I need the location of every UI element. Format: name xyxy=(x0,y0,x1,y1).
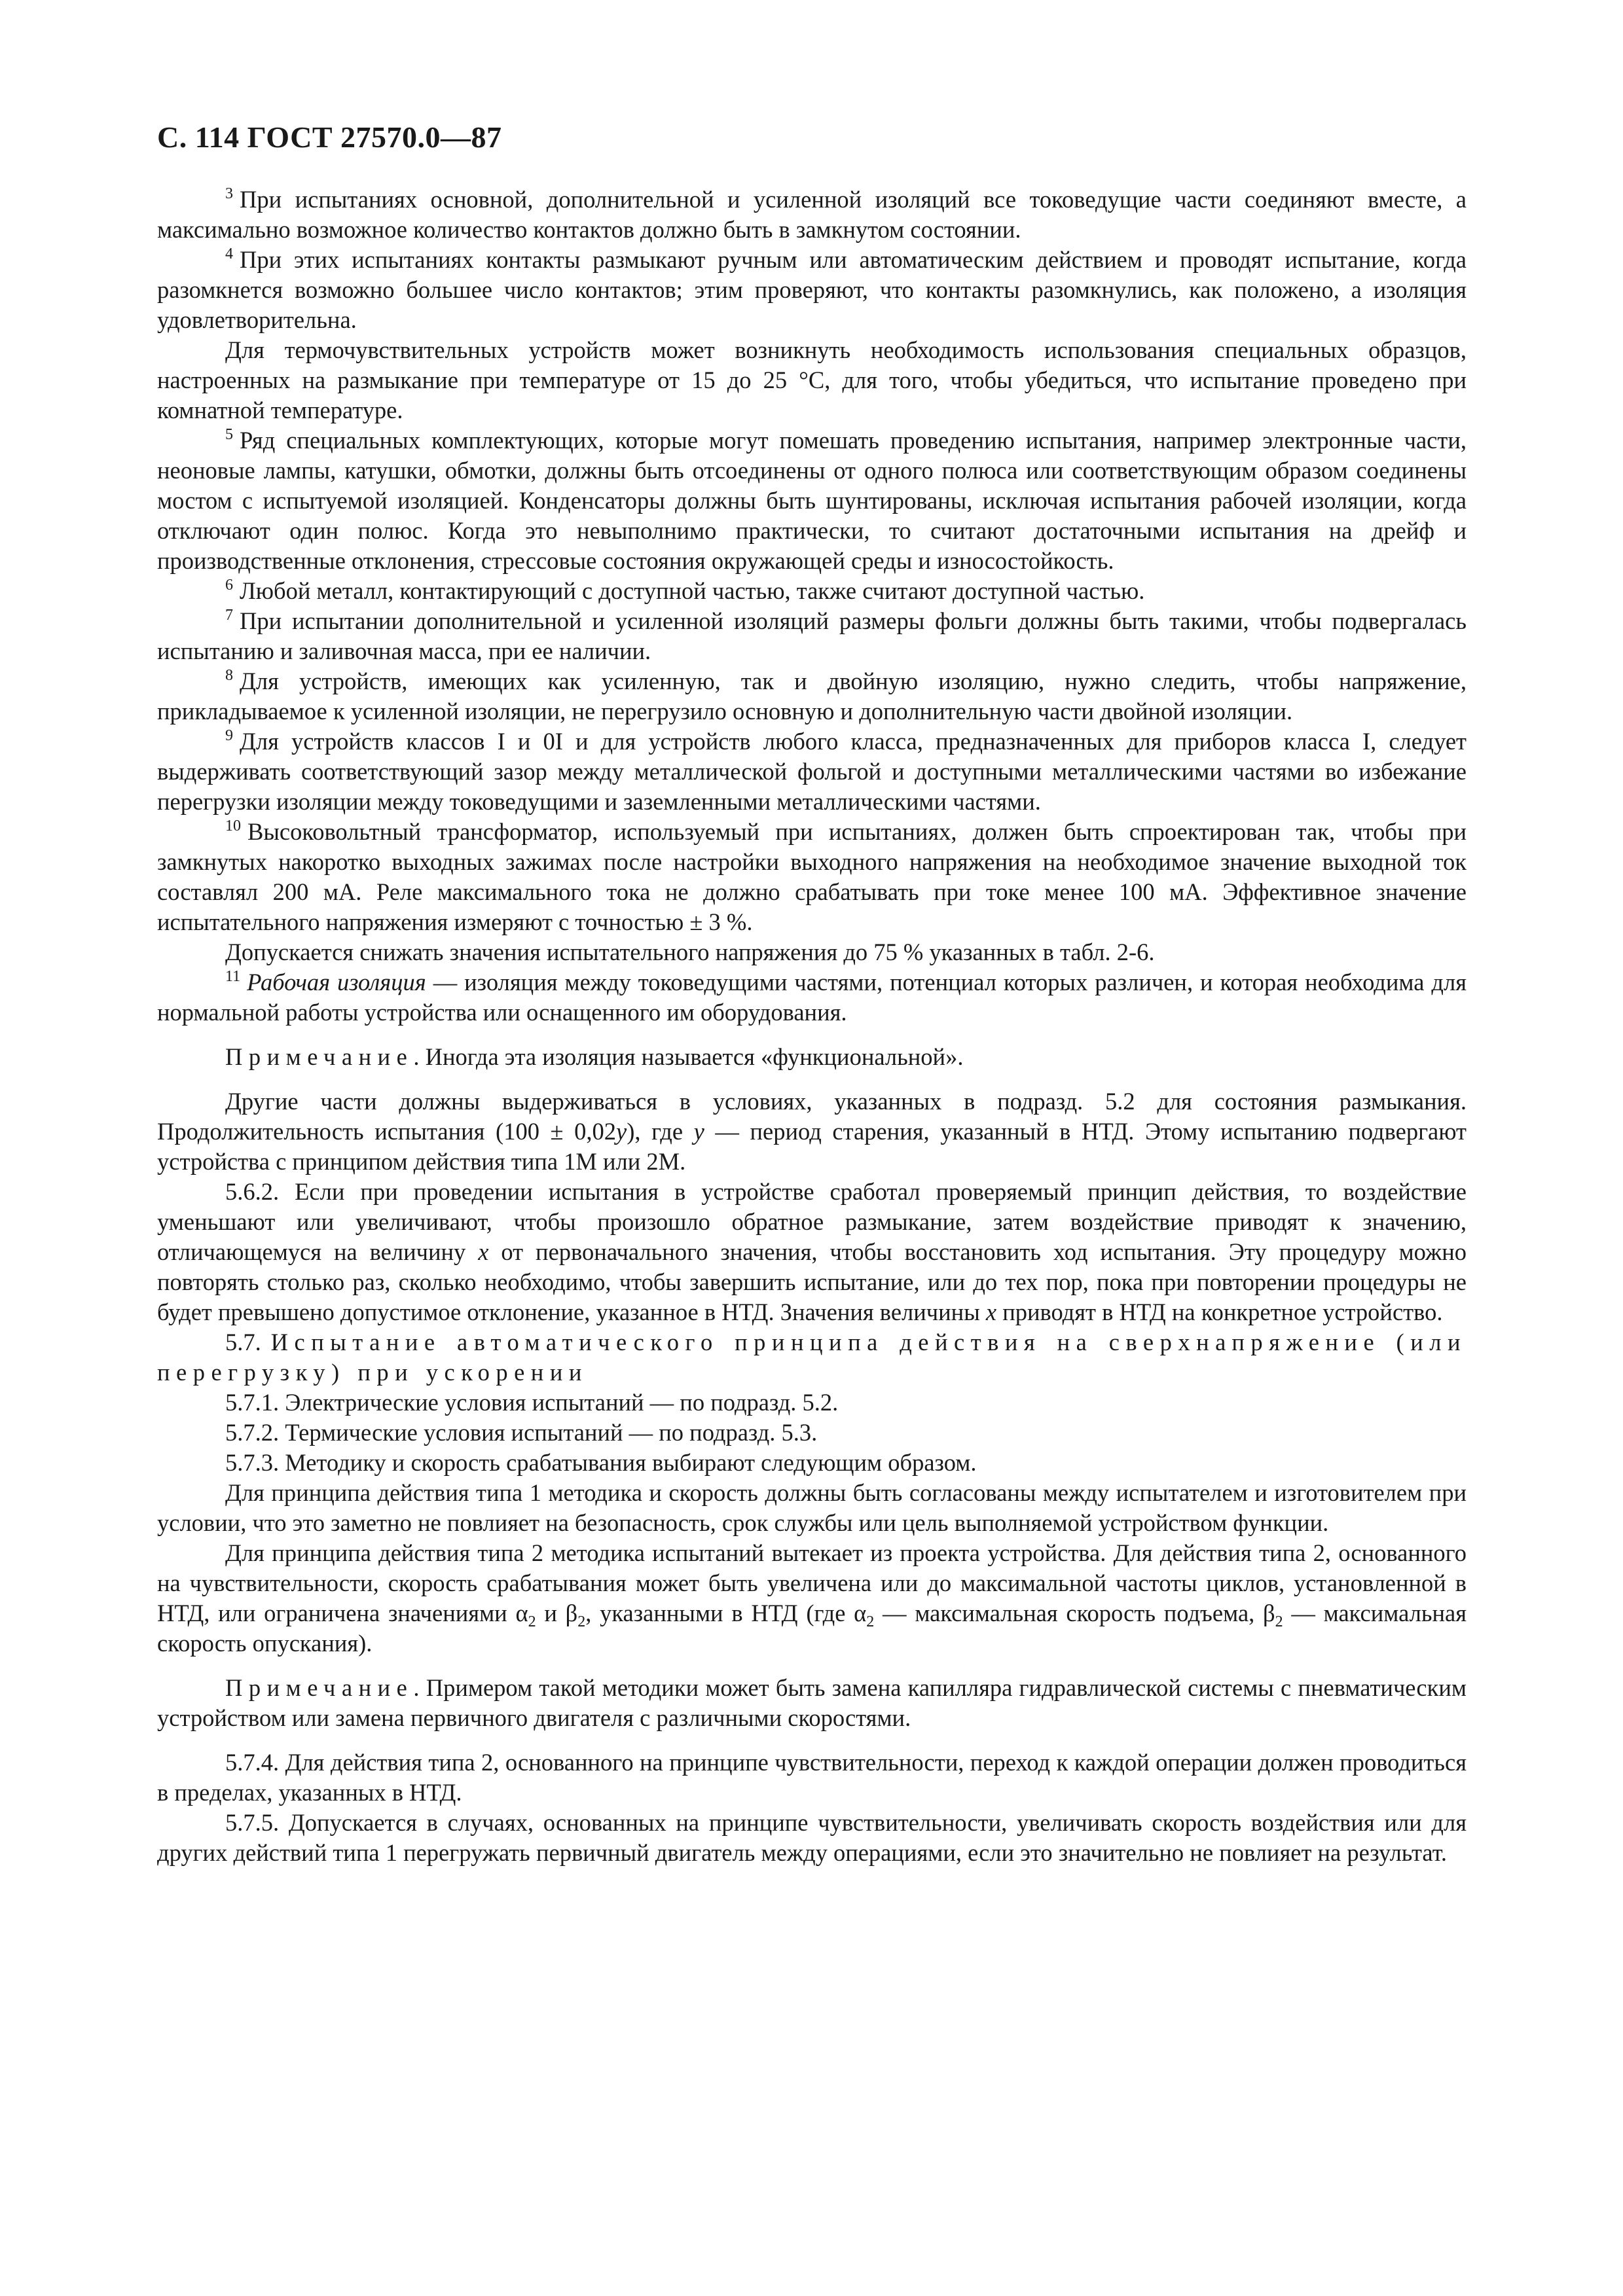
section-number: 5.7. xyxy=(225,1329,261,1355)
footnote-7 xyxy=(157,606,1467,666)
symbol-beta: β xyxy=(1263,1600,1275,1626)
text-run: — период старения, указанный в НТД. Этому испытанию подвергают устройства с принципом действия типа 1М или 2М. xyxy=(157,1118,1467,1175)
symbol-alpha: α xyxy=(854,1600,867,1626)
footnote-mark: 4 xyxy=(225,245,233,262)
footnote-mark: 9 xyxy=(225,727,233,744)
footnote-8 xyxy=(157,666,1467,726)
subscript: 2 xyxy=(866,1613,875,1630)
variable-y: y xyxy=(616,1118,627,1145)
footnote-text: Высоковольтный трансформатор, используемый при испытаниях, должен быть спроектирован так, чтобы при замкнутых накоротко выходных зажимах после настройки выходного напряжения на необходимое значение выходной ток составлял 200 мА. Реле максимального тока не должно срабатывать при токе менее 100 мА. Эффективное значение испытательного напряжения измеряют с точностью ± 3 %. xyxy=(157,818,1467,935)
subscript: 2 xyxy=(577,1613,586,1630)
footnote-mark: 7 xyxy=(225,607,233,624)
text-run: ), где xyxy=(627,1118,694,1145)
text-run: приводят в НТД на конкретное устройство. xyxy=(996,1299,1443,1325)
footnote-mark: 5 xyxy=(225,426,233,443)
footnote-3 xyxy=(157,185,1467,245)
page-header: С. 114 ГОСТ 27570.0—87 xyxy=(157,120,502,154)
section-5-7-heading xyxy=(157,1327,1467,1388)
paragraph-5-7-5: 5.7.5. Допускается в случаях, основанных на принципе чувствительности, увеличивать скорость воздействия или для других действий типа 1 перегружать первичный двигатель между операциями, если это значительно не повлияет на результат. xyxy=(157,1809,1467,1866)
subscript: 2 xyxy=(528,1613,536,1630)
footnote-mark: 8 xyxy=(225,667,233,684)
text-run: Другие части должны выдерживаться в условиях, указанных в подразд. 5.2 для состояния размыкания. Продолжительность испытания (100 ± 0,02 xyxy=(157,1088,1467,1145)
text-run: и xyxy=(536,1600,566,1626)
paragraph-5-7-3: 5.7.3. Методику и скорость срабатывания выбирают следующим образом. xyxy=(225,1449,977,1476)
footnote-mark: 6 xyxy=(225,577,233,594)
note-2 xyxy=(157,1673,1467,1733)
note-text: . Иногда эта изоляция называется «функциональной». xyxy=(413,1043,964,1070)
paragraph-5-7-4: 5.7.4. Для действия типа 2, основанного на принципе чувствительности, переход к каждой операции должен проводиться в пределах, указанных в НТД. xyxy=(157,1749,1467,1806)
note-text: . Примером такой методики может быть замена капилляра гидравлической системы с пневматическим устройством или замена первичного двигателя с различными скоростями. xyxy=(157,1674,1467,1731)
variable-x: х xyxy=(985,1299,997,1325)
paragraph-other-parts xyxy=(157,1086,1467,1177)
footnote-text: — изоляция между токоведущими частями, потенциал которых различен, и которая необходима для нормальной работы устройства или оснащенного им оборудования. xyxy=(157,969,1467,1026)
text-run: 5.6.2. Если при проведении испытания в устройстве сработал проверяемый принцип действия, то воздействие уменьшают или увеличивают, чтобы произошло обратное размыкание, затем воздействие приводят к значению, отличающемуся на величину xyxy=(157,1178,1467,1265)
footnote-10 xyxy=(157,817,1467,937)
footnote-text: Для устройств классов I и 0I и для устройств любого класса, предназначенных для приборов класса I, следует выдерживать соответствующий зазор между металлической фольгой и доступными металлическими частями во избежание перегрузки изоляции между токоведущими и заземленными металлическими частями. xyxy=(157,728,1467,815)
paragraph-type-1: Для принципа действия типа 1 методика и скорость должны быть согласованы между испытателем и изготовителем при условии, что это заметно не повлияет на безопасность, срок службы или цель выполняемой устройством функции. xyxy=(157,1479,1467,1536)
footnote-text: При испытаниях основной, дополнительной и усиленной изоляций все токоведущие части соединяют вместе, а максимально возможное количество контактов должно быть в замкнутом состоянии. xyxy=(157,186,1467,243)
footnote-5 xyxy=(157,425,1467,576)
footnote-11 xyxy=(157,967,1467,1028)
footnote-term: Рабочая изоляция xyxy=(247,969,426,996)
text-run: — максимальная скорость опускания). xyxy=(157,1600,1467,1657)
note-1 xyxy=(157,1042,1467,1072)
text-run: Для принципа действия типа 2 методика испытаний вытекает из проекта устройства. Для действия типа 2, основанного на чувствительности, скорость срабатывания может быть увеличена или до максимальной частоты циклов, установленной в НТД, или ограничена значениями xyxy=(157,1539,1467,1626)
footnote-4 xyxy=(157,245,1467,335)
symbol-beta: β xyxy=(565,1600,578,1626)
footnote-4-continuation: Для термочувствительных устройств может возникнуть необходимость использования специальных образцов, настроенных на размыкание при температуре от 15 до 25 °С, для того, чтобы убедиться, что испытание проведено при комнатной температуре. xyxy=(157,336,1467,423)
footnote-text: Любой металл, контактирующий с доступной частью, также считают доступной частью. xyxy=(240,577,1145,604)
symbol-alpha: α xyxy=(515,1600,528,1626)
document-page xyxy=(157,118,1467,1868)
note-label: Примечание xyxy=(225,1043,414,1070)
footnote-text: Ряд специальных комплектующих, которые могут помешать проведению испытания, например электронные части, неоновые лампы, катушки, обмотки, должны быть отсоединены от одного полюса или соответствующим образом соединены мостом с испытуемой изоляцией. Конденсаторы должны быть шунтированы, исключая испытания рабочей изоляции, когда отключают один полюс. Когда это невыполнимо практически, то считают достаточными испытания на дрейф и производственные отклонения, стрессовые состояния окружающей среды и износостойкость. xyxy=(157,427,1467,574)
document-body xyxy=(157,185,1467,1868)
paragraph-5-6-2 xyxy=(157,1177,1467,1327)
text-run: , указанными в НТД (где xyxy=(585,1600,854,1626)
footnote-10-continuation: Допускается снижать значения испытательного напряжения до 75 % указанных в табл. 2-6. xyxy=(225,939,1155,965)
paragraph-type-2 xyxy=(157,1538,1467,1659)
subscript: 2 xyxy=(1275,1613,1283,1630)
paragraph-5-7-1: 5.7.1. Электрические условия испытаний — по подразд. 5.2. xyxy=(225,1389,839,1416)
footnote-mark: 3 xyxy=(225,185,233,202)
footnote-mark: 11 xyxy=(225,968,241,985)
footnote-6 xyxy=(157,576,1467,606)
variable-x: х xyxy=(478,1238,489,1265)
text-run: от первоначального значения, чтобы восстановить ход испытания. Эту процедуру можно повторять столько раз, сколько необходимо, чтобы завершить испытание, или до тех пор, пока при повторении процедуры не будет превышено допустимое отклонение, указанное в НТД. Значения величины xyxy=(157,1238,1467,1325)
variable-y: y xyxy=(693,1118,704,1145)
footnote-text: При испытании дополнительной и усиленной изоляций размеры фольги должны быть такими, чтобы подвергалась испытанию и заливочная масса, при ее наличии. xyxy=(157,607,1467,664)
footnote-text: При этих испытаниях контакты размыкают ручным или автоматическим действием и проводят испытание, когда разомкнется возможно большее число контактов; этим проверяют, что контакты разомкнулись, как положено, а изоляция удовлетворительна. xyxy=(157,246,1467,333)
note-label: Примечание xyxy=(225,1674,414,1701)
footnote-9 xyxy=(157,726,1467,817)
text-run: — максимальная скорость подъема, xyxy=(874,1600,1264,1626)
footnote-mark: 10 xyxy=(225,817,241,834)
paragraph-5-7-2: 5.7.2. Термические условия испытаний — по подразд. 5.3. xyxy=(225,1419,818,1446)
section-title: Испытание автоматического принципа действия на сверхнапряжение (или перегрузку) при ускорении xyxy=(157,1329,1467,1386)
footnote-text: Для устройств, имеющих как усиленную, так и двойную изоляцию, нужно следить, чтобы напряжение, прикладываемое к усиленной изоляции, не перегрузило основную и дополнительную части двойной изоляции. xyxy=(157,668,1467,725)
